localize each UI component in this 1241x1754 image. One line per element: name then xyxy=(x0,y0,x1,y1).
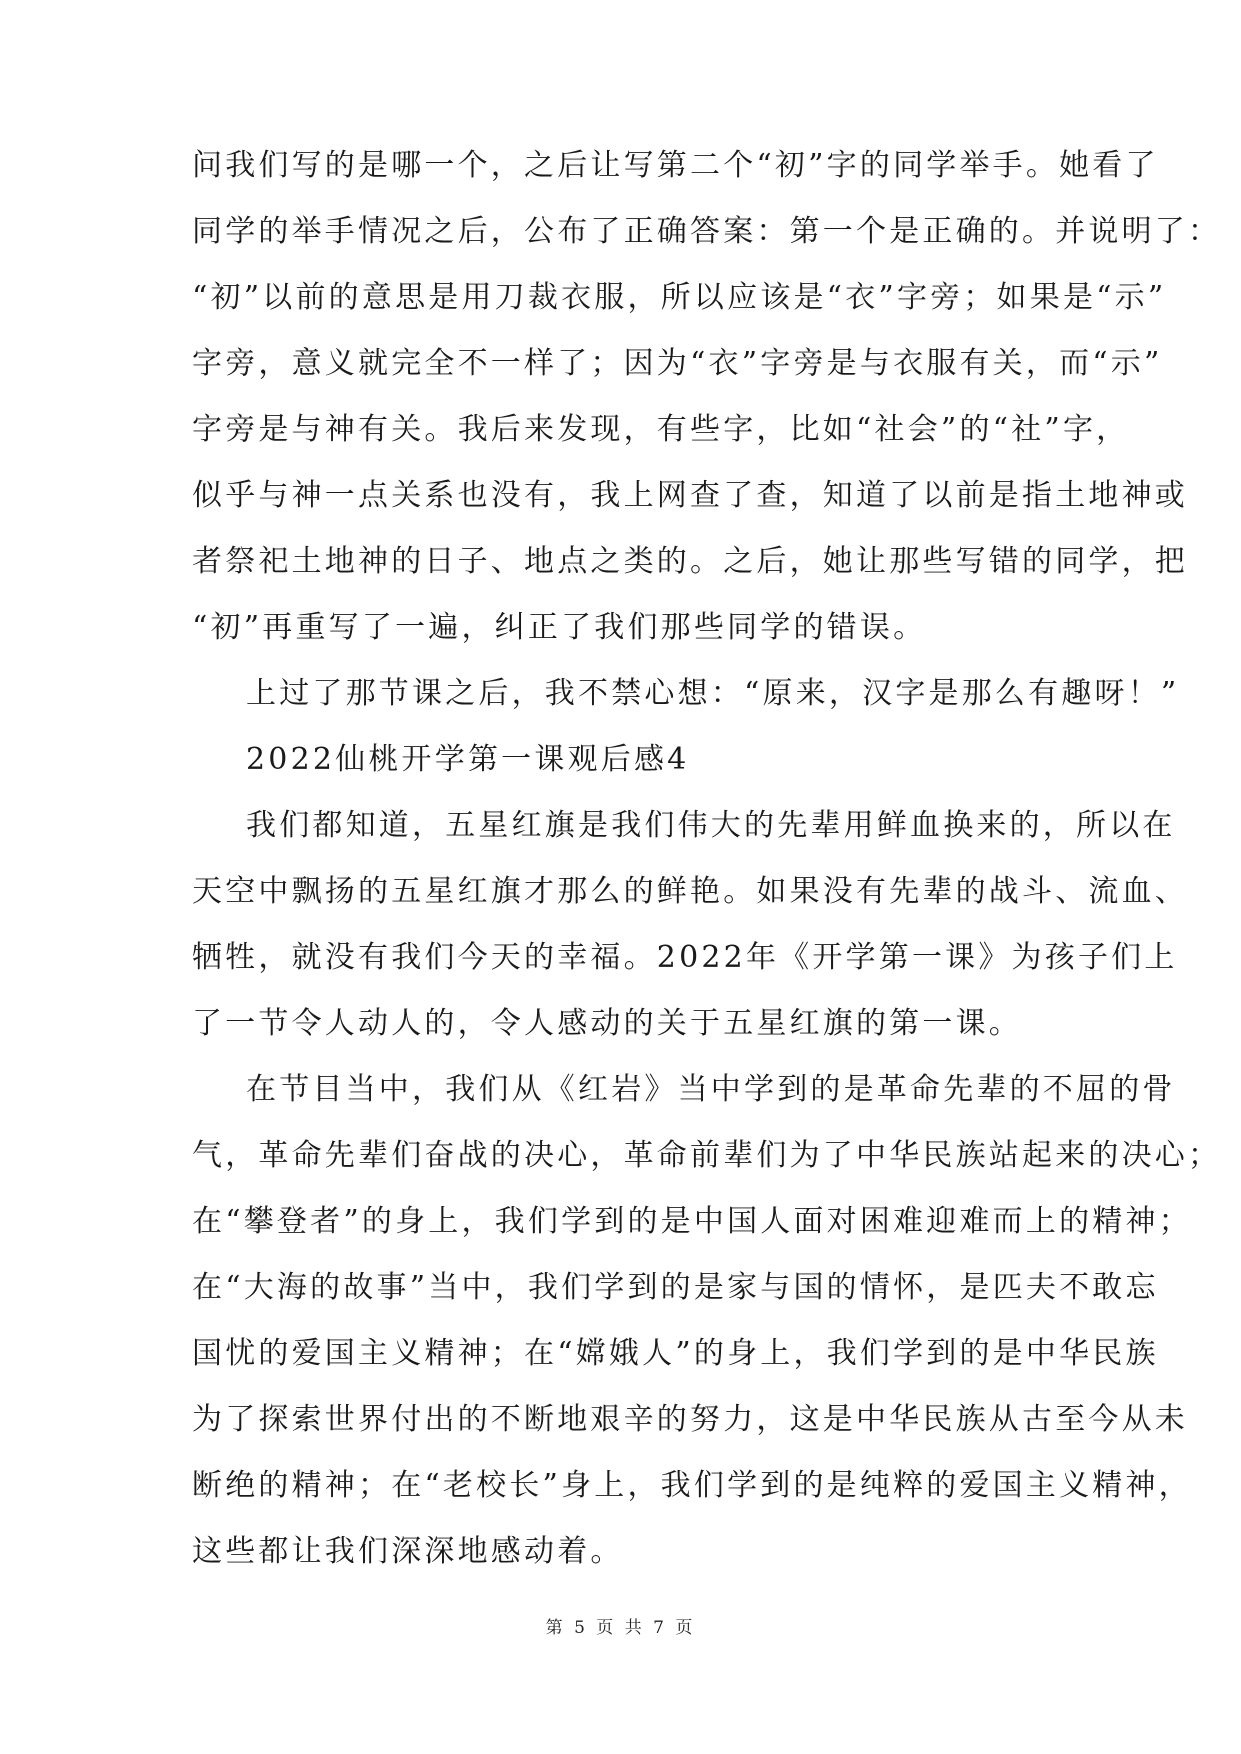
text-line: 天空中飘扬的五星红旗才那么的鲜艳。如果没有先辈的战斗、流血、 xyxy=(192,874,1188,909)
text-line: 牺牲，就没有我们今天的幸福。2022年《开学第一课》为孩子们上 xyxy=(192,940,1178,975)
section-heading: 2022仙桃开学第一课观后感4 xyxy=(246,742,690,777)
text-line: 在“攀登者”的身上，我们学到的是中国人面对困难迎难而上的精神； xyxy=(192,1204,1192,1239)
text-line: 似乎与神一点关系也没有，我上网查了查，知道了以前是指土地神或 xyxy=(192,478,1188,513)
text-line: 断绝的精神；在“老校长”身上，我们学到的是纯粹的爱国主义精神， xyxy=(192,1468,1192,1503)
text-line: 同学的举手情况之后，公布了正确答案：第一个是正确的。并说明了： xyxy=(192,214,1222,249)
text-line: 这些都让我们深深地感动着。 xyxy=(192,1534,624,1569)
text-line: 上过了那节课之后，我不禁心想：“原来，汉字是那么有趣呀！” xyxy=(246,676,1180,711)
text-line: 了一节令人动人的，令人感动的关于五星红旗的第一课。 xyxy=(192,1006,1022,1041)
text-line: 国忧的爱国主义精神；在“嫦娥人”的身上，我们学到的是中华民族 xyxy=(192,1336,1159,1371)
text-line: 气，革命先辈们奋战的决心，革命前辈们为了中华民族站起来的决心； xyxy=(192,1138,1222,1173)
text-line: 在节目当中，我们从《红岩》当中学到的是革命先辈的不屈的骨 xyxy=(246,1072,1176,1107)
text-line: 我们都知道，五星红旗是我们伟大的先辈用鲜血换来的，所以在 xyxy=(246,808,1176,843)
text-line: 字旁是与神有关。我后来发现，有些字，比如“社会”的“社”字， xyxy=(192,412,1130,447)
text-line: “初”以前的意思是用刀裁衣服，所以应该是“衣”字旁；如果是“示” xyxy=(192,280,1167,315)
text-line: 字旁，意义就完全不一样了；因为“衣”字旁是与衣服有关，而“示” xyxy=(192,346,1163,381)
text-line: “初”再重写了一遍，纠正了我们那些同学的错误。 xyxy=(192,610,927,645)
page-number-footer: 第 5 页 共 7 页 xyxy=(545,1618,696,1638)
text-line: 在“大海的故事”当中，我们学到的是家与国的情怀，是匹夫不敢忘 xyxy=(192,1270,1159,1305)
text-line: 问我们写的是哪一个，之后让写第二个“初”字的同学举手。她看了 xyxy=(192,148,1159,183)
text-line: 为了探索世界付出的不断地艰辛的努力，这是中华民族从古至今从未 xyxy=(192,1402,1188,1437)
text-line: 者祭祀土地神的日子、地点之类的。之后，她让那些写错的同学，把 xyxy=(192,544,1188,579)
